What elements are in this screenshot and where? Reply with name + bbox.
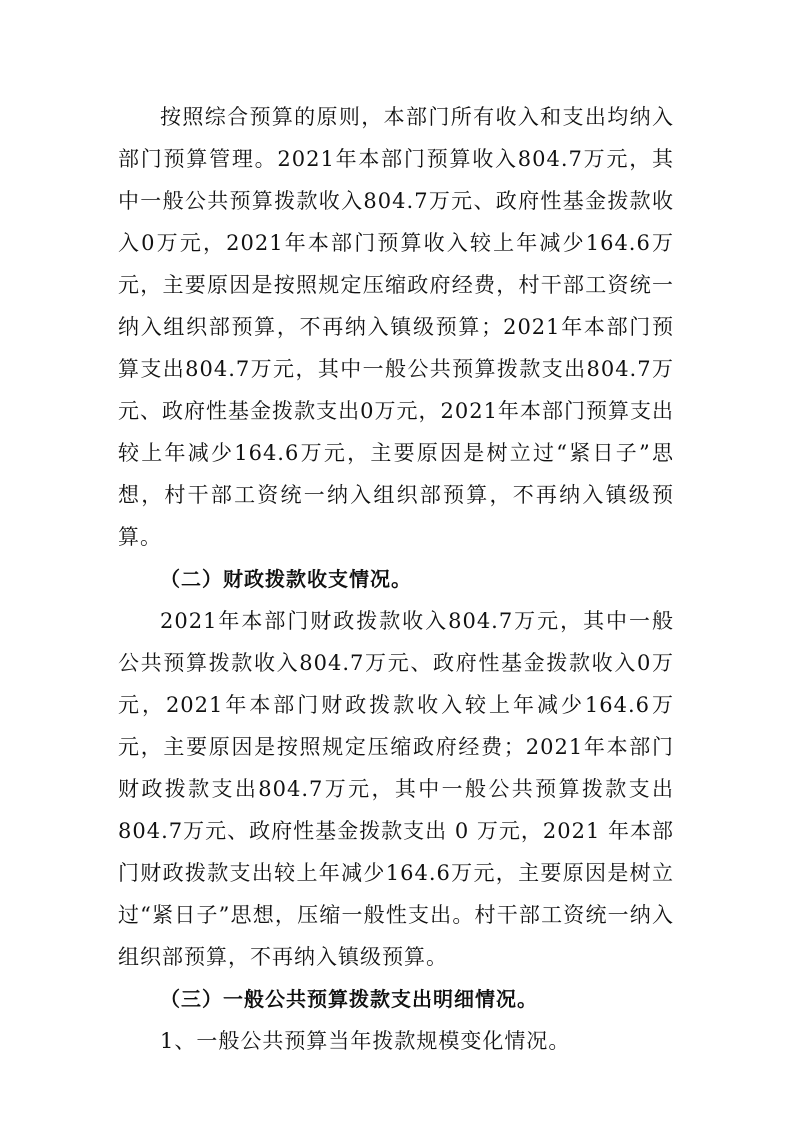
section-heading-fiscal-appropriation: （二）财政拨款收支情况。 bbox=[160, 567, 412, 591]
document-body bbox=[118, 96, 674, 1062]
paragraph-general-budget-scale: 1、一般公共预算当年拨款规模变化情况。 bbox=[160, 1029, 571, 1053]
section-heading-general-budget-detail: （三）一般公共预算拨款支出明细情况。 bbox=[160, 987, 538, 1011]
paragraph-budget-overview: 按照综合预算的原则，本部门所有收入和支出均纳入部门预算管理。2021年本部门预算收入804.7万元，其中一般公共预算拨款收入804.7万元、政府性基金拨款收入0万元，2021年本部门预算收入较上年减少164.6万元，主要原因是按照规定压缩政府经费，村干部工资统一纳入组织部预算，不再纳入镇级预算；2021年本部门预算支出804.7万元，其中一般公共预算拨款支出804.7万元、政府性基金拨款支出0万元，2021年本部门预算支出较上年减少164.6万元，主要原因是树立过“紧日子”思想，村干部工资统一纳入组织部预算，不再纳入镇级预算。 bbox=[118, 105, 674, 549]
paragraph-fiscal-appropriation: 2021年本部门财政拨款收入804.7万元，其中一般公共预算拨款收入804.7万元、政府性基金拨款收入0万元，2021年本部门财政拨款收入较上年减少164.6万元，主要原因是按照规定压缩政府经费；2021年本部门财政拨款支出804.7万元，其中一般公共预算拨款支出804.7万元、政府性基金拨款支出 0 万元，2021 年本部门财政拨款支出较上年减少164.6万元，主要原因是树立过“紧日子”思想，压缩一般性支出。村干部工资统一纳入组织部预算，不再纳入镇级预算。 bbox=[118, 609, 674, 969]
